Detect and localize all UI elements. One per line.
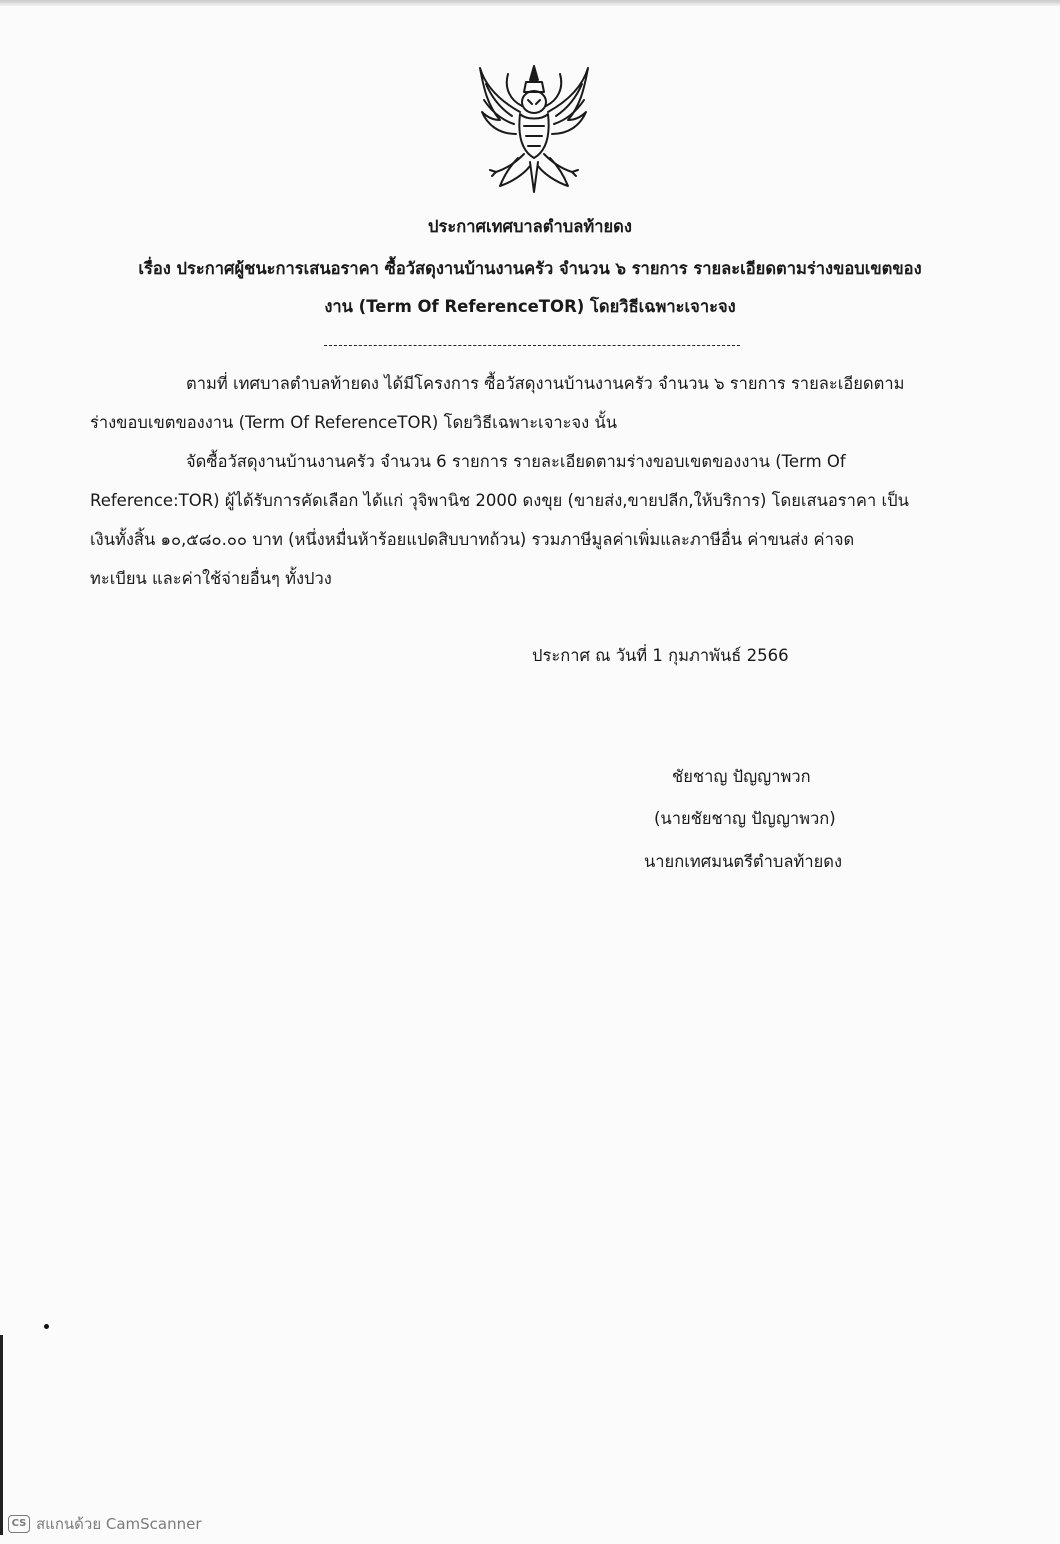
- scan-speck: [44, 1324, 49, 1329]
- paragraph-1-line-2: ร่างขอบเขตของงาน (Term Of ReferenceTOR) โดยวิธีเฉพาะเจาะจง นั้น: [90, 413, 618, 432]
- garuda-emblem-icon: [474, 62, 594, 198]
- paragraph-1-line-1: ตามที่ เทศบาลตำบลท้ายดง ได้มีโครงการ ซื้อวัสดุงานบ้านงานครัว จำนวน ๖ รายการ รายละเอียดตาม: [186, 374, 905, 393]
- paragraph-2-line-4: ทะเบียน และค่าใช้จ่ายอื่นๆ ทั้งปวง: [90, 569, 332, 588]
- printed-name: (นายชัยชาญ ปัญญาพวก): [654, 809, 836, 828]
- announcement-date: ประกาศ ณ วันที่ 1 กุมภาพันธ์ 2566: [532, 646, 789, 665]
- separator-line: [324, 345, 740, 346]
- subject-line-1: เรื่อง ประกาศผู้ชนะการเสนอราคา ซื้อวัสดุงานบ้านงานครัว จำนวน ๖ รายการ รายละเอียดตามร่างขอบเขตของ: [138, 259, 922, 278]
- document-title: ประกาศเทศบาลตำบลท้ายดง: [428, 217, 632, 236]
- subject-line-2: งาน (Term Of ReferenceTOR) โดยวิธีเฉพาะเจาะจง: [324, 297, 736, 316]
- paragraph-2-line-1: จัดซื้อวัสดุงานบ้านงานครัว จำนวน 6 รายการ รายละเอียดตามร่างขอบเขตของงาน (Term Of: [186, 452, 846, 471]
- camscanner-logo-icon: CS: [8, 1515, 30, 1533]
- signer-position: นายกเทศมนตรีตำบลท้ายดง: [644, 852, 843, 871]
- watermark-text: สแกนด้วย CamScanner: [36, 1515, 202, 1533]
- camscanner-watermark: [8, 1514, 202, 1534]
- scan-top-edge: [0, 0, 1060, 6]
- scan-left-edge: [0, 1335, 3, 1535]
- paragraph-2-line-2: Reference:TOR) ผู้ได้รับการคัดเลือก ได้แก่ วุจิพานิช 2000 ดงขุย (ขายส่ง,ขายปลีก,ให้บริการ) โดยเสนอราคา เป็น: [90, 491, 909, 510]
- paragraph-2-line-3: เงินทั้งสิ้น ๑๐,๕๘๐.๐๐ บาท (หนึ่งหมื่นห้าร้อยแปดสิบบาทถ้วน) รวมภาษีมูลค่าเพิ่มและภาษีอื่น ค่าขนส่ง ค่าจด: [90, 530, 855, 549]
- signed-name: ชัยชาญ ปัญญาพวก: [672, 767, 811, 786]
